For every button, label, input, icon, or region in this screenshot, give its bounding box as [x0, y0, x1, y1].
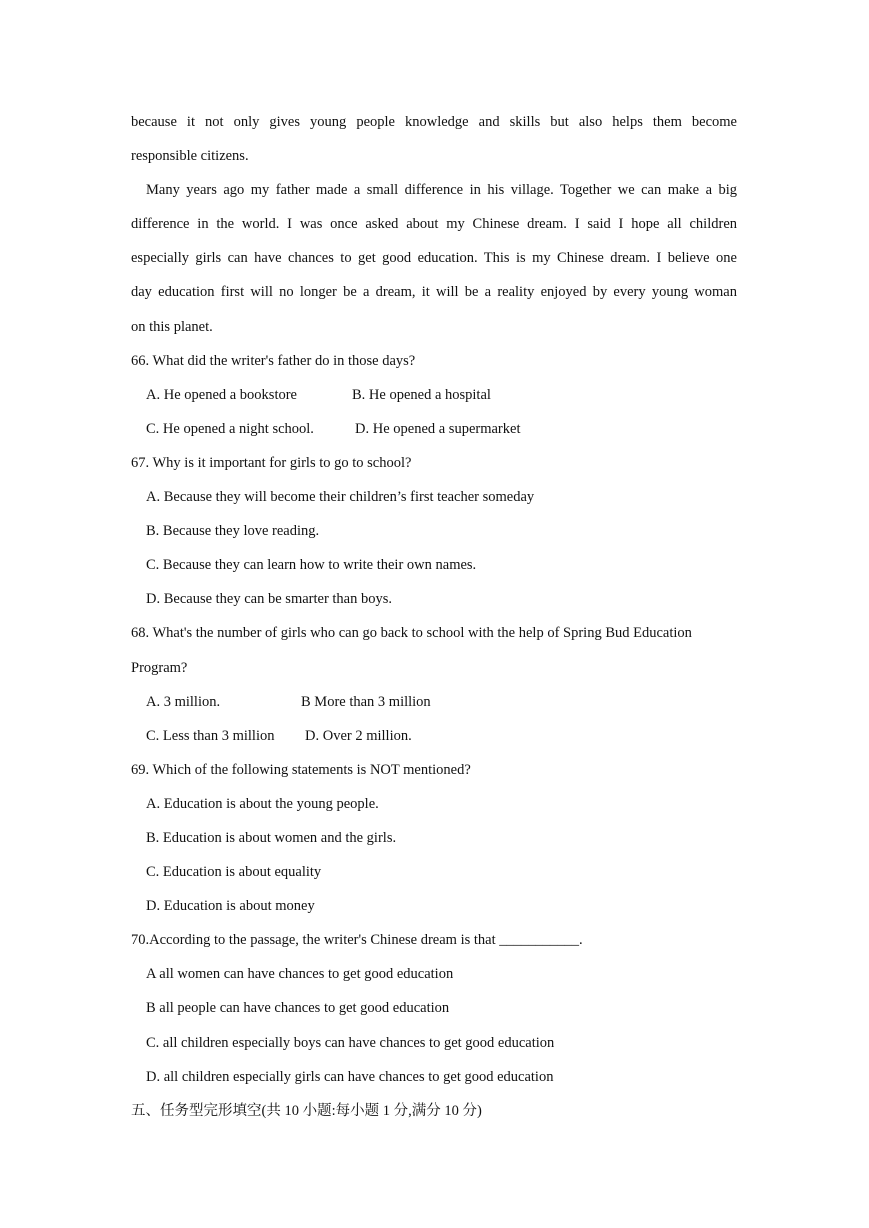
- option-67-d: D. Because they can be smarter than boys.: [146, 591, 393, 608]
- question-stem-66: 66. What did the writer's father do in those days?: [131, 352, 416, 369]
- option-70-b: B all people can have chances to get good education: [146, 1000, 450, 1017]
- question-stem-68-cont: Program?: [131, 659, 188, 676]
- question-stem-67: 67. Why is it important for girls to go to school?: [131, 454, 412, 471]
- section-heading: 五、任务型完形填空(共 10 小题:每小题 1 分,满分 10 分): [131, 1102, 482, 1119]
- passage-line: on this planet.: [131, 318, 213, 335]
- option-68-b: B More than 3 million: [301, 693, 431, 710]
- option-67-a: A. Because they will become their children’s first teacher someday: [146, 489, 535, 506]
- passage-line: Many years ago my father made a small difference in his village. Together we can make a big: [146, 182, 737, 199]
- passage-line: day education first will no longer be a dream, it will be a reality enjoyed by every young woman: [131, 284, 737, 301]
- options-row: [131, 719, 737, 753]
- option-66-d: D. He opened a supermarket: [355, 420, 521, 437]
- option-69-d: D. Education is about money: [146, 898, 315, 915]
- option-67-b: B. Because they love reading.: [146, 523, 320, 540]
- question-stem-68: 68. What's the number of girls who can go back to school with the help of Spring Bud Education: [131, 625, 692, 642]
- passage-line: especially girls can have chances to get good education. This is my Chinese dream. I believe one: [131, 250, 737, 267]
- passage-line: because it not only gives young people knowledge and skills but also helps them become: [131, 114, 737, 130]
- question-stem-70: 70.According to the passage, the writer's Chinese dream is that ___________.: [131, 932, 583, 949]
- question-stem-69: 69. Which of the following statements is NOT mentioned?: [131, 761, 471, 778]
- options-row: [131, 378, 737, 412]
- exam-page: [131, 105, 737, 1128]
- passage-line: responsible citizens.: [131, 148, 249, 165]
- option-69-a: A. Education is about the young people.: [146, 795, 379, 812]
- option-68-a: A. 3 million.: [146, 693, 221, 710]
- option-68-c: C. Less than 3 million: [146, 727, 275, 744]
- passage-line: difference in the world. I was once asked about my Chinese dream. I said I hope all children: [131, 216, 737, 233]
- option-68-d: D. Over 2 million.: [305, 727, 412, 744]
- option-66-a: A. He opened a bookstore: [146, 386, 297, 403]
- option-67-c: C. Because they can learn how to write their own names.: [146, 557, 477, 574]
- options-row: [131, 412, 737, 446]
- options-row: [131, 685, 737, 719]
- option-66-c: C. He opened a night school.: [146, 420, 314, 437]
- option-69-c: C. Education is about equality: [146, 864, 322, 881]
- option-69-b: B. Education is about women and the girls.: [146, 829, 397, 846]
- option-70-d: D. all children especially girls can have chances to get good education: [146, 1068, 554, 1085]
- option-66-b: B. He opened a hospital: [352, 386, 491, 403]
- option-70-c: C. all children especially boys can have chances to get good education: [146, 1034, 555, 1051]
- option-70-a: A all women can have chances to get good education: [146, 966, 454, 983]
